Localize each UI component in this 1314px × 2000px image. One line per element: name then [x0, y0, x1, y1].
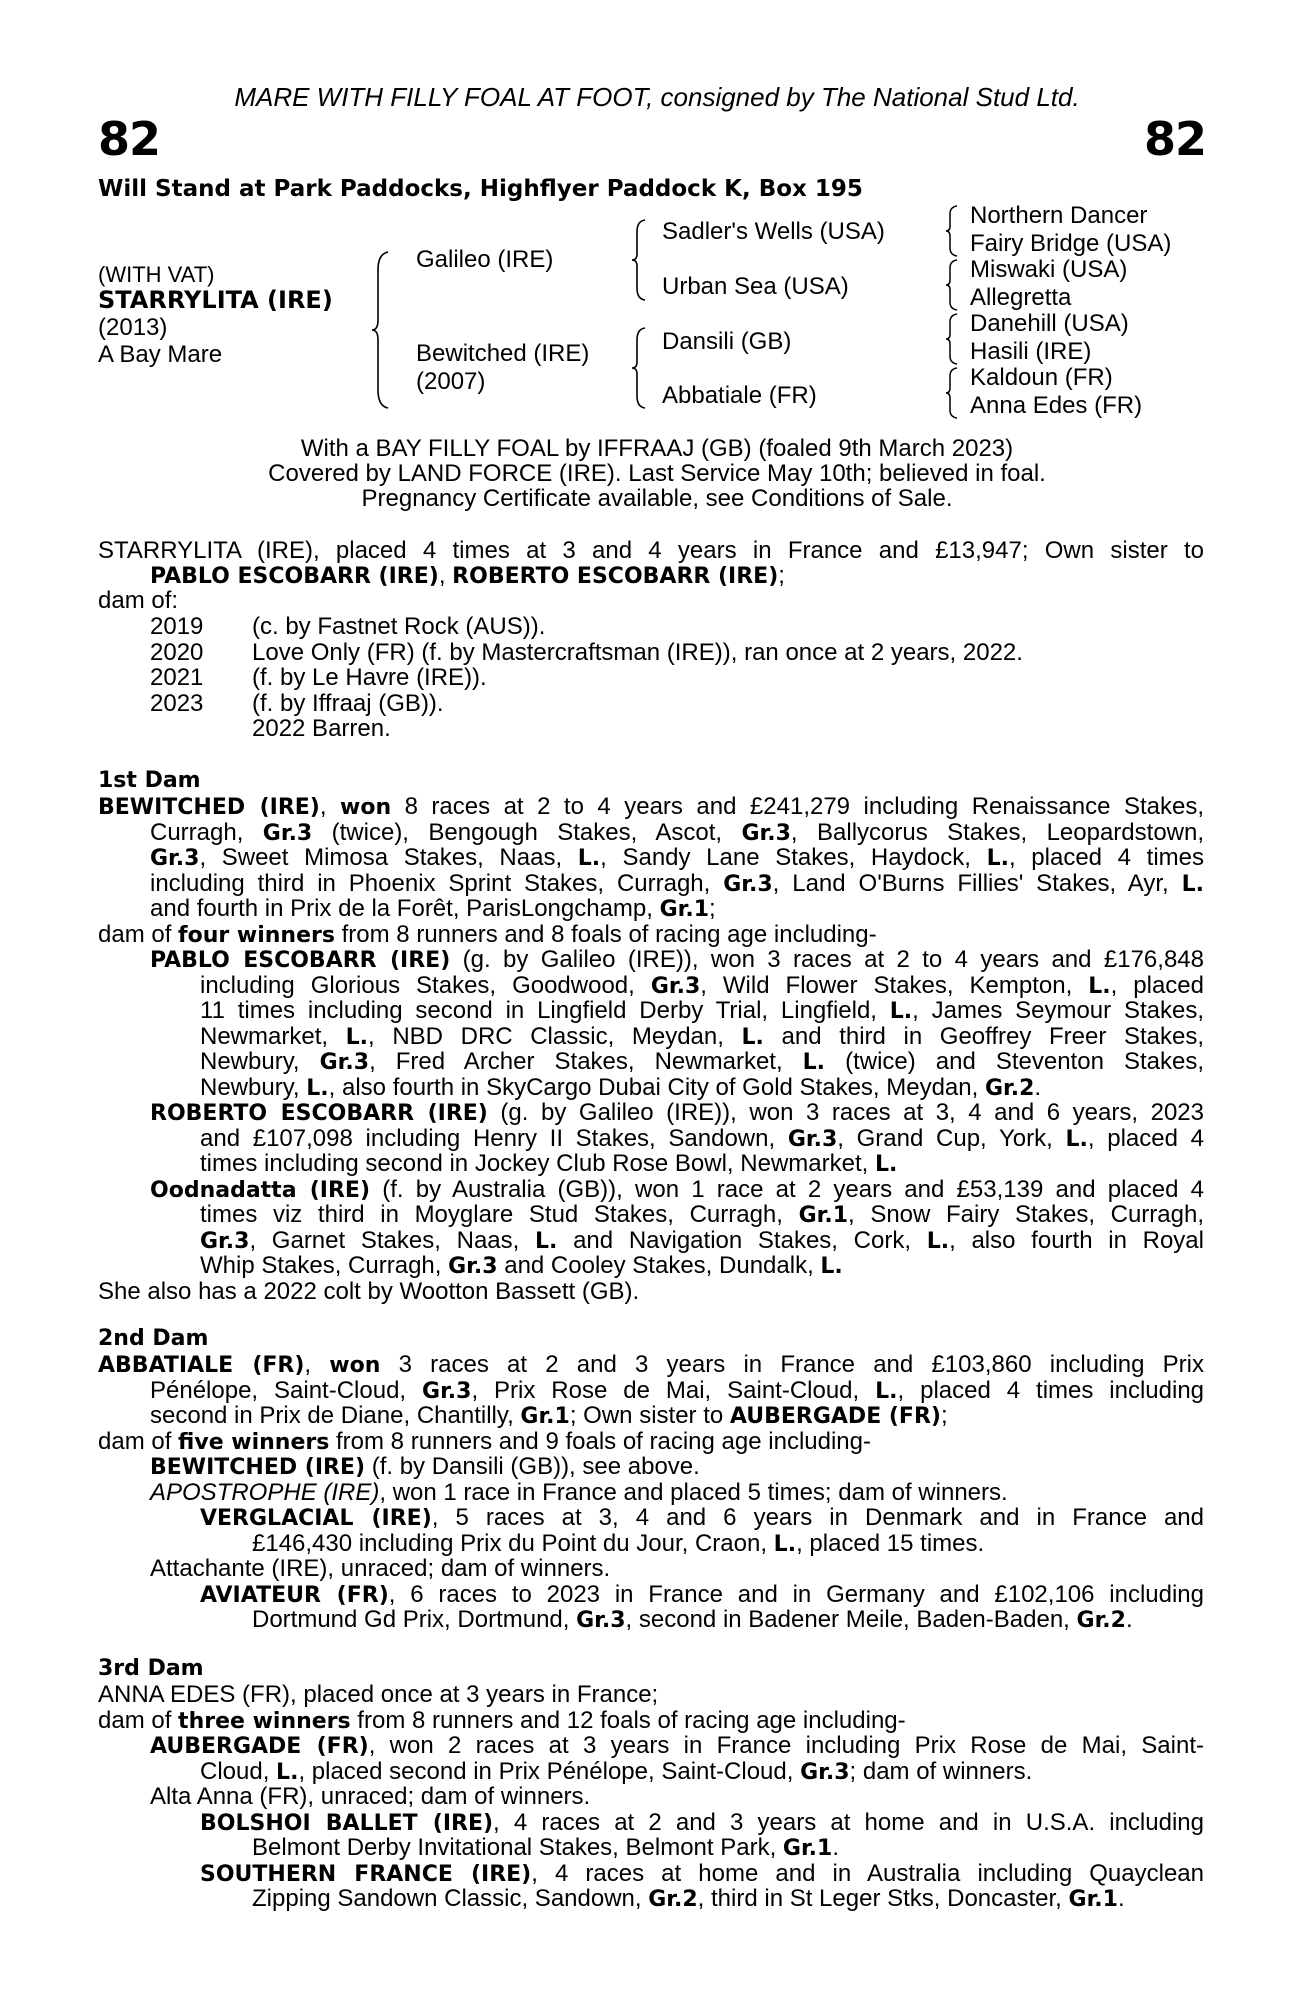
text-line: ABBATIALE (FR), won 3 races at 2 and 3 years in France and £103,860 including Prix: [98, 1351, 1205, 1378]
consignment-line: MARE WITH FILLY FOAL AT FOOT, consigned by The National Stud Ltd.: [234, 82, 1080, 112]
foal-line-1: With a BAY FILLY FOAL by IFFRAAJ (GB) (foaled 9th March 2023): [300, 435, 1014, 462]
text-line: dam of three winners from 8 runners and 12 foals of racing age including-: [98, 1706, 906, 1734]
text-line: APOSTROPHE (IRE), won 1 race in France and placed 5 times; dam of winners.: [150, 1478, 1008, 1506]
brace-dam: [630, 326, 648, 410]
dd-sire: Kaldoun (FR): [970, 364, 1113, 391]
text-line: Cloud, L., placed second in Prix Pénélope, Saint-Cloud, Gr.3; dam of winners.: [200, 1757, 1033, 1785]
text-line: ANNA EDES (FR), placed once at 3 years in France;: [98, 1681, 659, 1708]
dd-dam: Anna Edes (FR): [970, 392, 1143, 419]
text-line: Newbury, Gr.3, Fred Archer Stakes, Newmarket, L. (twice) and Steventon Stakes,: [200, 1048, 1204, 1075]
dam-of-label: dam of:: [98, 587, 179, 614]
sibling-2: ROBERTO ESCOBARR (IRE): [452, 564, 779, 589]
text-line: AUBERGADE (FR), won 2 races at 3 years in France including Prix Rose de Mai, Saint-: [150, 1732, 1204, 1759]
mare-summary: STARRYLITA (IRE), placed 4 times at 3 and 4 years in France and £13,947; Own sister to: [98, 537, 1204, 564]
produce-year: 2021: [150, 664, 204, 691]
text-line: dam of five winners from 8 runners and 9 foals of racing age including-: [98, 1427, 871, 1455]
brace-ds: [944, 312, 960, 366]
horse-description: A Bay Mare: [98, 341, 223, 368]
text-line: second in Prix de Diane, Chantilly, Gr.1; Own sister to AUBERGADE (FR);: [150, 1402, 948, 1429]
text-line: Newbury, L., also fourth in SkyCargo Dubai City of Gold Stakes, Meydan, Gr.2.: [200, 1073, 1042, 1101]
dam-year: (2007): [416, 368, 486, 395]
sibling-1: PABLO ESCOBARR (IRE): [150, 564, 439, 589]
brace-sire: [630, 218, 648, 302]
sire-dam: Urban Sea (USA): [662, 273, 849, 300]
text-line: and £107,098 including Henry II Stakes, Sandown, Gr.3, Grand Cup, York, L., placed 4: [200, 1124, 1204, 1152]
mare-siblings: PABLO ESCOBARR (IRE), ROBERTO ESCOBARR (IRE);: [150, 562, 785, 589]
text-line: times including second in Jockey Club Rose Bowl, Newmarket, L.: [200, 1150, 898, 1177]
text-line: Gr.3, Garnet Stakes, Naas, L. and Navigation Stakes, Cork, L., also fourth in Royal: [200, 1226, 1204, 1254]
text-line: Alta Anna (FR), unraced; dam of winners.: [150, 1783, 591, 1810]
text-line: times viz third in Moyglare Stud Stakes, Curragh, Gr.1, Snow Fairy Stakes, Curragh,: [200, 1201, 1205, 1228]
text-line: dam of four winners from 8 runners and 8 foals of racing age including-: [98, 920, 877, 948]
ds-dam: Hasili (IRE): [970, 338, 1092, 365]
text-line: Zipping Sandown Classic, Sandown, Gr.2, third in St Leger Stks, Doncaster, Gr.1.: [252, 1885, 1125, 1912]
text-line: Curragh, Gr.3 (twice), Bengough Stakes, Ascot, Gr.3, Ballycorus Stakes, Leopardstown,: [150, 818, 1205, 846]
sd-sire: Miswaki (USA): [970, 256, 1128, 283]
dam-name: Bewitched (IRE): [416, 340, 590, 367]
text-line: She also has a 2022 colt by Wootton Bassett (GB).: [98, 1277, 640, 1305]
text-line: BEWITCHED (IRE), won 8 races at 2 to 4 years and £241,279 including Renaissance Stakes,: [98, 793, 1204, 820]
text-line: £146,430 including Prix du Point du Jour, Craon, L., placed 15 times.: [252, 1529, 985, 1557]
text-line: Oodnadatta (IRE) (f. by Australia (GB)), won 1 race at 2 years and £53,139 and placed 4: [150, 1175, 1204, 1203]
produce-year: 2020: [150, 638, 204, 666]
text-line: including third in Phoenix Sprint Stakes, Curragh, Gr.3, Land O'Burns Fillies' Stakes, Ayr, L.: [150, 869, 1204, 897]
lot-number-right: 82: [1143, 112, 1206, 166]
produce-entry: 2022 Barren.: [252, 715, 391, 742]
text-line: Whip Stakes, Curragh, Gr.3 and Cooley Stakes, Dundalk, L.: [200, 1252, 843, 1279]
dam-dam: Abbatiale (FR): [662, 382, 817, 409]
text-line: ROBERTO ESCOBARR (IRE) (g. by Galileo (IRE)), won 3 races at 3, 4 and 6 years, 2023: [150, 1099, 1204, 1126]
ds-sire: Danehill (USA): [970, 310, 1129, 337]
text-line: VERGLACIAL (IRE), 5 races at 3, 4 and 6 years in Denmark and in France and: [200, 1504, 1204, 1531]
dam-sire: Dansili (GB): [662, 328, 792, 355]
text-line: Belmont Derby Invitational Stakes, Belmont Park, Gr.1.: [252, 1834, 840, 1861]
first-dam-heading: 1st Dam: [98, 768, 201, 793]
sire-sire: Sadler's Wells (USA): [662, 218, 885, 245]
produce-entry: (f. by Iffraaj (GB)).: [252, 689, 444, 717]
produce-entry: (f. by Le Havre (IRE)).: [252, 664, 487, 691]
brace-ss: [944, 204, 960, 258]
ss-sire: Northern Dancer: [970, 202, 1148, 229]
text-line: including Glorious Stakes, Goodwood, Gr.3, Wild Flower Stakes, Kempton, L., placed: [200, 971, 1205, 999]
text-line: BOLSHOI BALLET (IRE), 4 races at 2 and 3 years at home and in U.S.A. including: [200, 1808, 1204, 1836]
text-line: PABLO ESCOBARR (IRE) (g. by Galileo (IRE)), won 3 races at 2 to 4 years and £176,848: [150, 946, 1204, 973]
produce-year: 2023: [150, 689, 204, 717]
produce-year: 2019: [150, 613, 204, 640]
ss-dam: Fairy Bridge (USA): [970, 230, 1172, 257]
brace-dd: [944, 366, 960, 420]
lot-number-left: 82: [98, 112, 161, 166]
horse-name: STARRYLITA (IRE): [98, 286, 333, 314]
text-line: Newmarket, L., NBD DRC Classic, Meydan, L. and third in Geoffrey Freer Stakes,: [200, 1022, 1205, 1050]
third-dam-heading: 3rd Dam: [98, 1656, 204, 1681]
text-line: Pénélope, Saint-Cloud, Gr.3, Prix Rose de Mai, Saint-Cloud, L., placed 4 times including: [150, 1376, 1205, 1404]
horse-year: (2013): [98, 314, 168, 341]
text-line: SOUTHERN FRANCE (IRE), 4 races at home and in Australia including Quayclean: [200, 1859, 1205, 1887]
produce-entry: Love Only (FR) (f. by Mastercraftsman (IRE)), ran once at 2 years, 2022.: [252, 638, 1023, 666]
text-line: AVIATEUR (FR), 6 races to 2023 in France and in Germany and £102,106 including: [200, 1580, 1205, 1608]
produce-entry: (c. by Fastnet Rock (AUS)).: [252, 613, 546, 640]
brace-sd: [944, 258, 960, 312]
text-line: Dortmund Gd Prix, Dortmund, Gr.3, second in Badener Meile, Baden-Baden, Gr.2.: [252, 1606, 1133, 1633]
sd-dam: Allegretta: [970, 284, 1072, 311]
stand-location: Will Stand at Park Paddocks, Highflyer Paddock K, Box 195: [98, 176, 863, 202]
text-line: 11 times including second in Lingfield Derby Trial, Lingfield, L., James Seymour Stakes,: [200, 997, 1204, 1024]
second-dam-heading: 2nd Dam: [98, 1326, 209, 1351]
text-line: Gr.3, Sweet Mimosa Stakes, Naas, L., Sandy Lane Stakes, Haydock, L., placed 4 times: [150, 844, 1204, 871]
foal-line-3: Pregnancy Certificate available, see Conditions of Sale.: [361, 485, 953, 512]
sire-name: Galileo (IRE): [416, 246, 554, 273]
brace-main: [370, 250, 392, 410]
text-line: Attachante (IRE), unraced; dam of winners.: [150, 1555, 611, 1582]
text-line: and fourth in Prix de la Forêt, ParisLongchamp, Gr.1;: [150, 895, 716, 922]
vat-note: (WITH VAT): [98, 262, 215, 287]
foal-line-2: Covered by LAND FORCE (IRE). Last Service May 10th; believed in foal.: [268, 460, 1046, 487]
text-line: BEWITCHED (IRE) (f. by Dansili (GB)), see above.: [150, 1453, 700, 1480]
